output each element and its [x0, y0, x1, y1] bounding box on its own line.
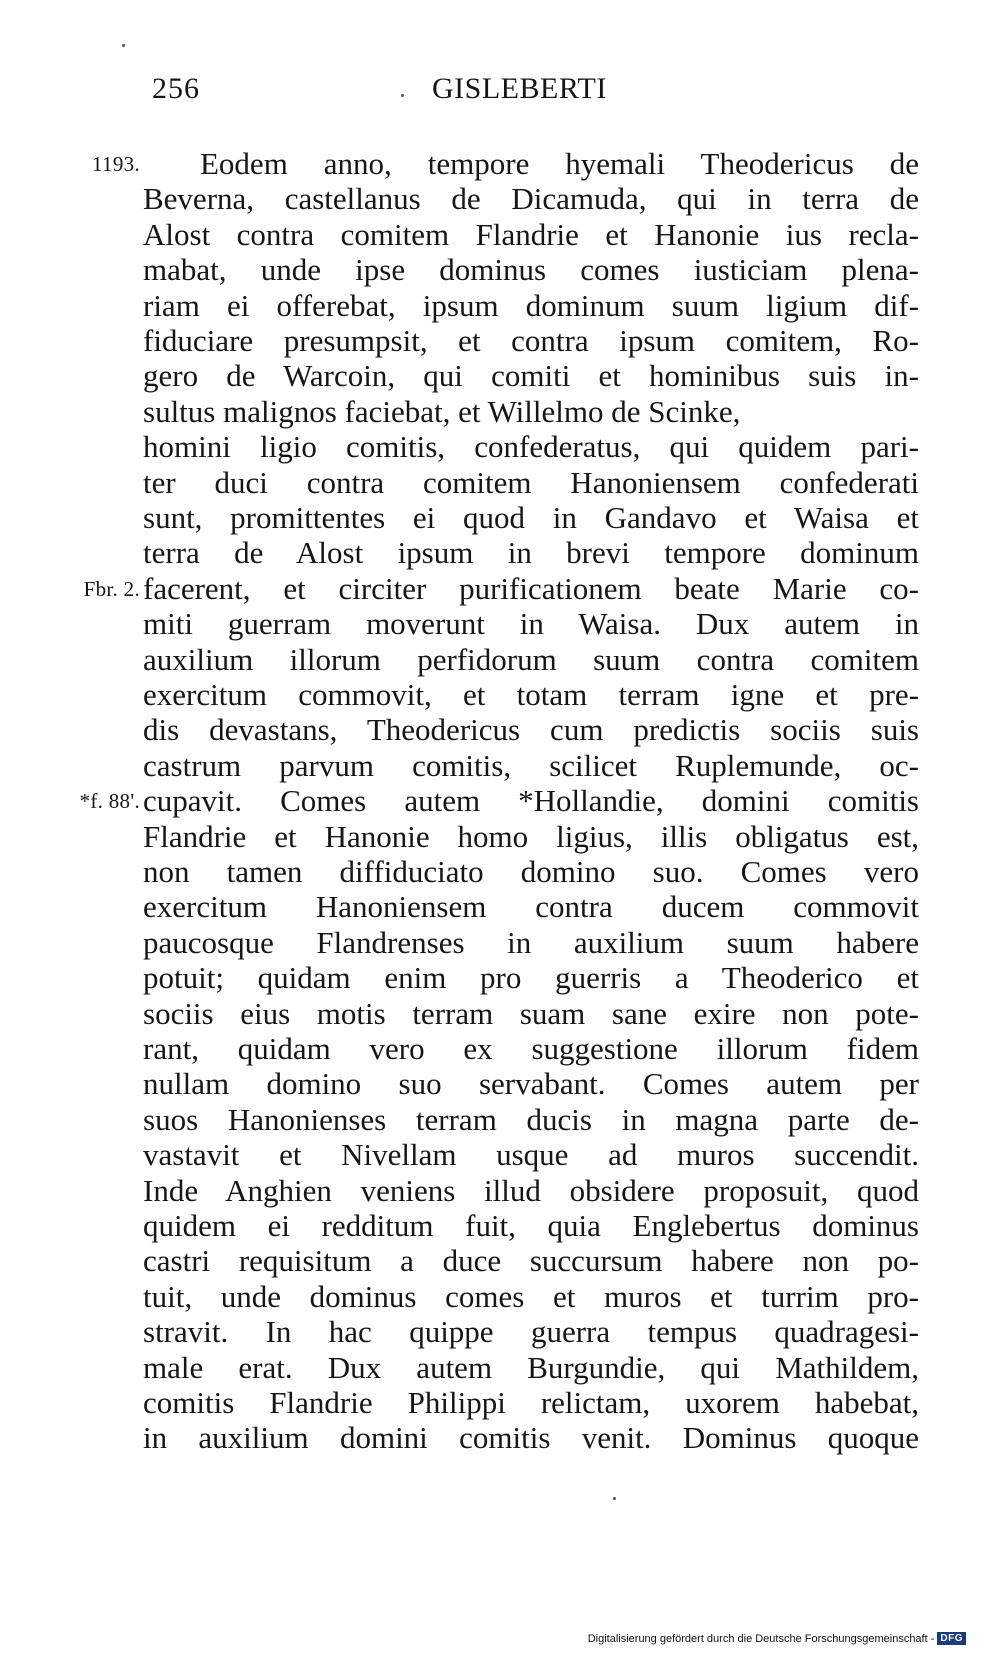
text-line: fiduciare presumpsit, et contra ipsum comitem, Ro-: [143, 323, 919, 358]
margin-note: 1193.: [92, 152, 140, 176]
scan-speck: [401, 94, 404, 97]
text-line: Flandrie et Hanonie homo ligius, illis obligatus est,: [143, 818, 919, 854]
dfg-logo: DFG: [937, 1632, 966, 1645]
running-title: GISLEBERTI: [432, 72, 607, 105]
text-line: sunt, promittentes ei quod in Gandavo et Waisa et: [143, 500, 919, 535]
text-line: Alost contra comitem Flandrie et Hanonie ius recla-: [143, 216, 919, 252]
text-line: auxilium illorum perfidorum suum contra comitem: [143, 641, 919, 677]
scan-speck: [122, 44, 125, 47]
text-line: terra de Alost ipsum in brevi tempore dominum: [143, 535, 919, 571]
text-line: sociis eius motis terram suam sane exire non pote-: [143, 995, 919, 1031]
text-line: Beverna, castellanus de Dicamuda, qui in terra de: [143, 181, 919, 217]
text-line: paucosque Flandrenses in auxilium suum habere: [143, 924, 919, 960]
text-line: facerent, et circiter purificationem beate Marie co-: [143, 570, 919, 606]
text-line: gero de Warcoin, qui comiti et hominibus suis in-: [143, 358, 919, 394]
text-line: castri requisitum a duce succursum habere non po-: [143, 1243, 919, 1279]
text-line: nullam domino suo servabant. Comes autem per: [143, 1066, 919, 1102]
footer-credit: Digitalisierung gefördert durch die Deutsche Forschungsgemeinschaft -: [587, 1632, 935, 1645]
text-line: male erat. Dux autem Burgundie, qui Mathildem,: [143, 1349, 919, 1385]
text-line: dis devastans, Theodericus cum predictis sociis suis: [143, 712, 919, 748]
text-line: in auxilium domini comitis venit. Dominus quoque: [143, 1420, 919, 1456]
text-line: suos Hanonienses terram ducis in magna parte de-: [143, 1101, 919, 1137]
text-line: exercitum commovit, et totam terram igne et pre-: [143, 677, 919, 712]
text-line: vastavit et Nivellam usque ad muros succendit.: [143, 1137, 919, 1173]
text-line: sultus malignos faciebat, et Willelmo de Scinke,: [143, 393, 741, 429]
page-number: 256: [152, 72, 200, 105]
text-line: Inde Anghien veniens illud obsidere proposuit, quod: [143, 1172, 919, 1208]
text-line: stravit. In hac quippe guerra tempus quadragesi-: [143, 1314, 919, 1350]
text-line: exercitum Hanoniensem contra ducem commovit: [143, 889, 919, 925]
text-line: homini ligio comitis, confederatus, qui quidem pari-: [143, 429, 919, 465]
text-line: non tamen diffiduciato domino suo. Comes vero: [143, 854, 919, 889]
text-line: potuit; quidam enim pro guerris a Theoderico et: [143, 960, 919, 996]
text-line: Eodem anno, tempore hyemali Theodericus de: [200, 146, 919, 181]
text-line: castrum parvum comitis, scilicet Ruplemunde, oc-: [143, 747, 919, 783]
text-line: rant, quidam vero ex suggestione illorum fidem: [143, 1031, 919, 1066]
text-line: quidem ei redditum fuit, quia Englebertus dominus: [143, 1208, 919, 1243]
digitization-footer: [588, 1632, 966, 1645]
text-line: ter duci contra comitem Hanoniensem confederati: [143, 464, 919, 500]
text-line: riam ei offerebat, ipsum dominum suum ligium dif-: [143, 287, 919, 323]
text-line: comitis Flandrie Philippi relictam, uxorem habebat,: [143, 1385, 919, 1420]
text-line: mabat, unde ipse dominus comes iusticiam plena-: [143, 252, 919, 288]
margin-note: Fbr. 2.: [83, 576, 140, 601]
scan-speck: [613, 1497, 616, 1500]
text-line: tuit, unde dominus comes et muros et turrim pro-: [143, 1278, 919, 1314]
margin-note: *f. 88'.: [79, 789, 140, 814]
text-line: miti guerram moverunt in Waisa. Dux autem in: [143, 606, 919, 642]
text-line: cupavit. Comes autem *Hollandie, domini comitis: [143, 783, 919, 819]
